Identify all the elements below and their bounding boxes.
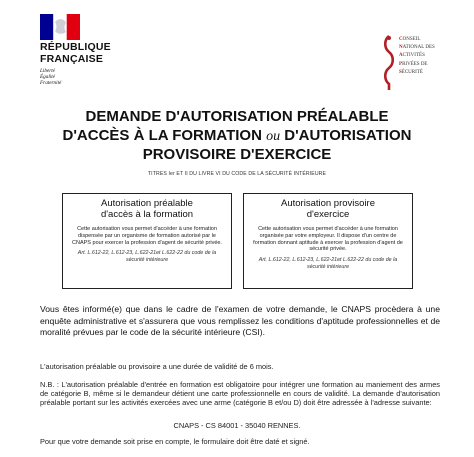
cnaps-words: CONSEIL NATIONAL DES ACTIVITÉS PRIVÉES DE SÉCURITÉ [399,37,435,75]
box-autorisation-provisoire [243,193,413,289]
box-description: Cette autorisation vous permet d'accéder à une formation organisée par votre employeur. Il dispose d'un centre de formation donnant aptitude à exercer la profession d'agent de sécurité privée. [253,226,403,253]
motto: Liberté Égalité Fraternité [40,68,62,87]
box-description: Cette autorisation vous permet d'accéder à une formation dispensée par un organisme de formation autorisé par le CNAPS pour exercer la profession d'agent de sécurité privée. [72,226,222,246]
republique-francaise-title: RÉPUBLIQUE FRANÇAISE [40,41,111,65]
marianne-flag-icon [40,14,80,40]
box-title: Autorisation préalable d'accès à la formation [100,198,194,220]
paragraph-nota-bene: N.B. : L'autorisation préalable d'entrée en formation est obligatoire pour intégrer une formation au maniement des armes de catégorie B, même si le demandeur détient une carte professionnelle en cours de validité. La demande d'autorisation préalable portant sur les activités exercées avec une arme (catégorie B et/ou D) doit être adressée à l'adresse suivante: [40,380,440,408]
cnaps-address: CNAPS - CS 84001 - 35040 RENNES. [173,421,301,430]
cnaps-logo [382,34,452,96]
title-line-3: PROVISOIRE D'EXERCICE [142,146,332,163]
box-title: Autorisation provisoire d'exercice [281,198,375,220]
box-legal-reference: Art. L.612-22, L.612-23, L.622-21et L.622-22 du code de la sécurité intérieure [258,257,398,270]
title-line-2: D'ACCÈS À LA FORMATION ou D'AUTORISATION [62,126,412,144]
cnaps-mark-icon [382,34,396,92]
box-autorisation-prealable [62,193,232,289]
document-subtitle: TITRES Ier ET II DU LIVRE VI DU CODE DE LA SÉCURITÉ INTÉRIEURE [147,171,327,177]
title-line-1: DEMANDE D'AUTORISATION PRÉALABLE [85,108,389,125]
box-legal-reference: Art. L.612-22, L.612-23, L.622-21et L.622-22 du code de la sécurité intérieure [77,250,217,263]
document-title [0,108,474,165]
paragraph-validity: L'autorisation préalable ou provisoire a une durée de validité de 6 mois. [40,362,274,371]
paragraph-signature: Pour que votre demande soit prise en compte, le formulaire doit être daté et signé. [40,437,310,446]
paragraph-information: Vous êtes informé(e) que dans le cadre de l'examen de votre demande, le CNAPS procèdera à une enquête administrative et s'assurera que vous remplissez les conditions d'aptitude professionnelles et de moralité prévues par le code de la sécurité intérieure (CSI). [40,304,440,338]
